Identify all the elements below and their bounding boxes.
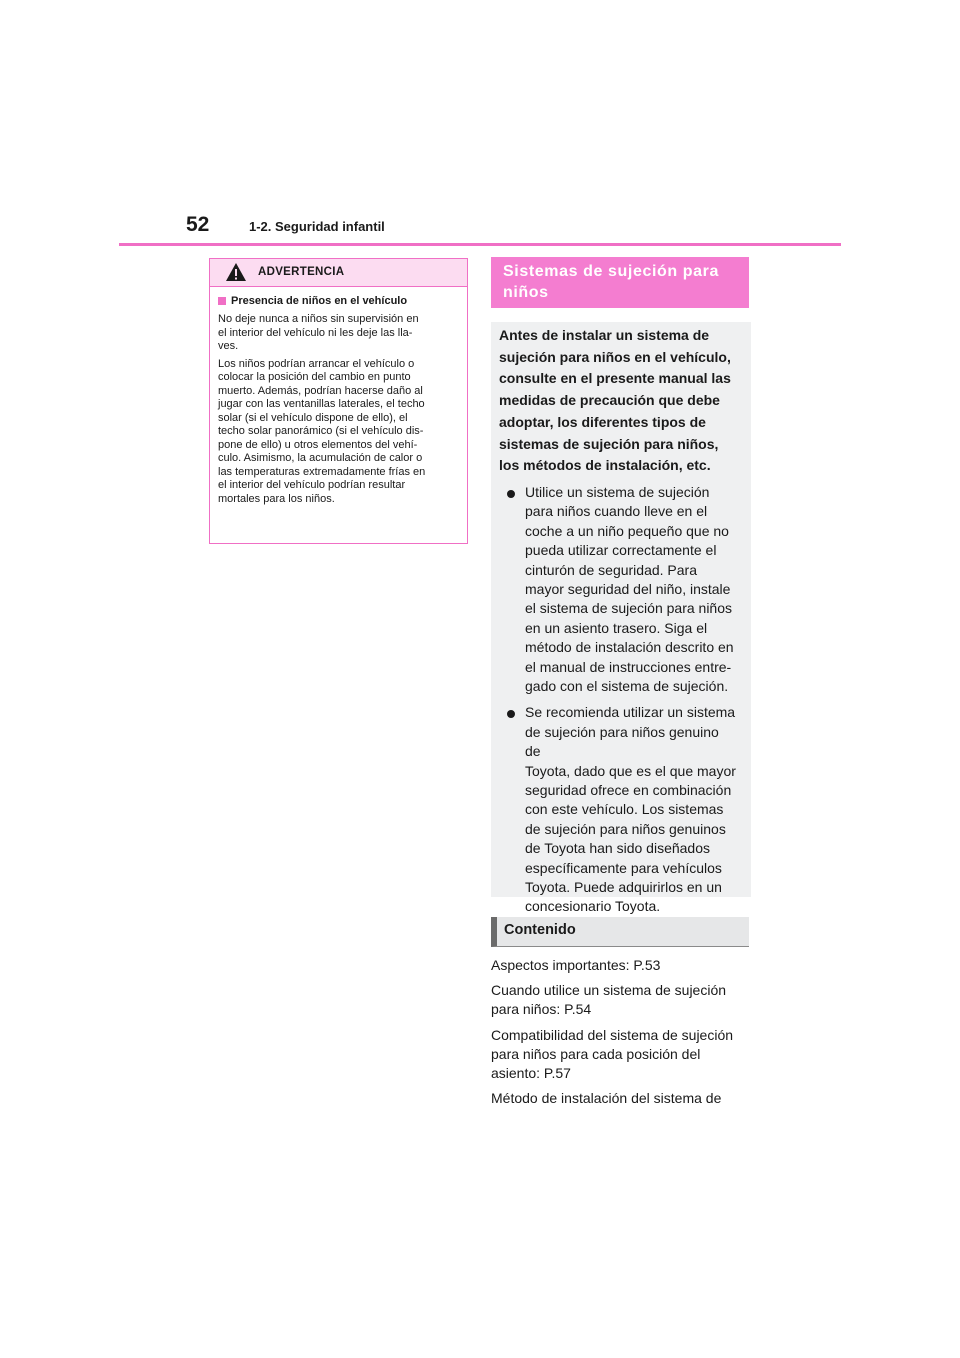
header-rule [119,243,841,246]
warning-subtitle [218,294,459,308]
warning-paragraph: No deje nunca a niños sin supervisión en el interior del vehículo ni les deje las lla- ves. [218,313,419,352]
contents-item[interactable]: Compatibilidad del sistema de sujeción para niños para cada posición del asiento: P.57 [491,1026,734,1082]
info-box [491,322,751,915]
contents-heading-text: Contenido [504,922,576,938]
bullet-text: Se recomienda utilizar un sistema de sujeción para niños genuino de Toyota, dado que es el que mayor seguridad ofrece en combinación con este vehículo. Los sistemas de sujeción para niños genuinos de Toyota han sido diseñados específicamente para vehículos Toyota. Puede adquirirlos en un concesionario Toyota. [525,704,736,915]
pink-square-icon [218,297,226,305]
bullet-text: Utilice un sistema de sujeción para niños cuando lleve en el coche a un niño pequeño que no pueda utilizar correctamente el cinturón de seguridad. Para mayor seguridad del niño, instale el sistema de sujeción para niños en un asiento trasero. Siga el método de instalación descrito en el manual de instrucciones entre- gado con el sistema de sujeción. [525,483,734,694]
warning-body [210,287,467,506]
bullet-dot-icon [507,710,515,718]
running-header: 1-2. Seguridad infantil [249,219,385,234]
contents-item[interactable]: Cuando utilice un sistema de sujeción para niños: P.54 [491,982,727,1018]
contents-list [491,956,753,1114]
warning-box [209,258,468,544]
contents-item[interactable]: Aspectos importantes: P.53 [491,957,661,973]
warning-title: ADVERTENCIA [258,266,345,278]
contents-item[interactable]: Método de instalación del sistema de [491,1090,722,1107]
bullet-item [499,703,737,916]
section-heading-text: Sistemas de sujeción para niños [503,263,719,301]
warning-header [210,259,467,287]
bullet-dot-icon [507,490,515,498]
contents-heading [491,917,749,947]
intro-text: Antes de instalar un sistema de sujeción para niños en el vehículo, consulte en el presente manual las medidas de precaución que debe adoptar, los diferentes tipos de sistemas de sujeción para niños, los métodos de instalación, etc. [499,327,731,474]
warning-triangle-icon [225,262,247,282]
bullet-item [499,483,737,696]
page-number: 52 [186,213,210,236]
warning-paragraph: Los niños podrían arrancar el vehículo o colocar la posición del cambio en punto muerto. Además, podrían hacerse daño al jugar con las ventanillas laterales, el techo solar (si el vehículo dispone de ello), el techo solar panorámico (si el vehículo dis- pone de ello) u otros elementos del vehí- culo. Asimismo, la acumulación de calor o las temperaturas extremadamente frías en el interior del vehículo podrían resultar mortales para los niños. [218,357,426,505]
section-heading [491,257,749,308]
warning-subtitle-text: Presencia de niños en el vehículo [231,295,408,307]
